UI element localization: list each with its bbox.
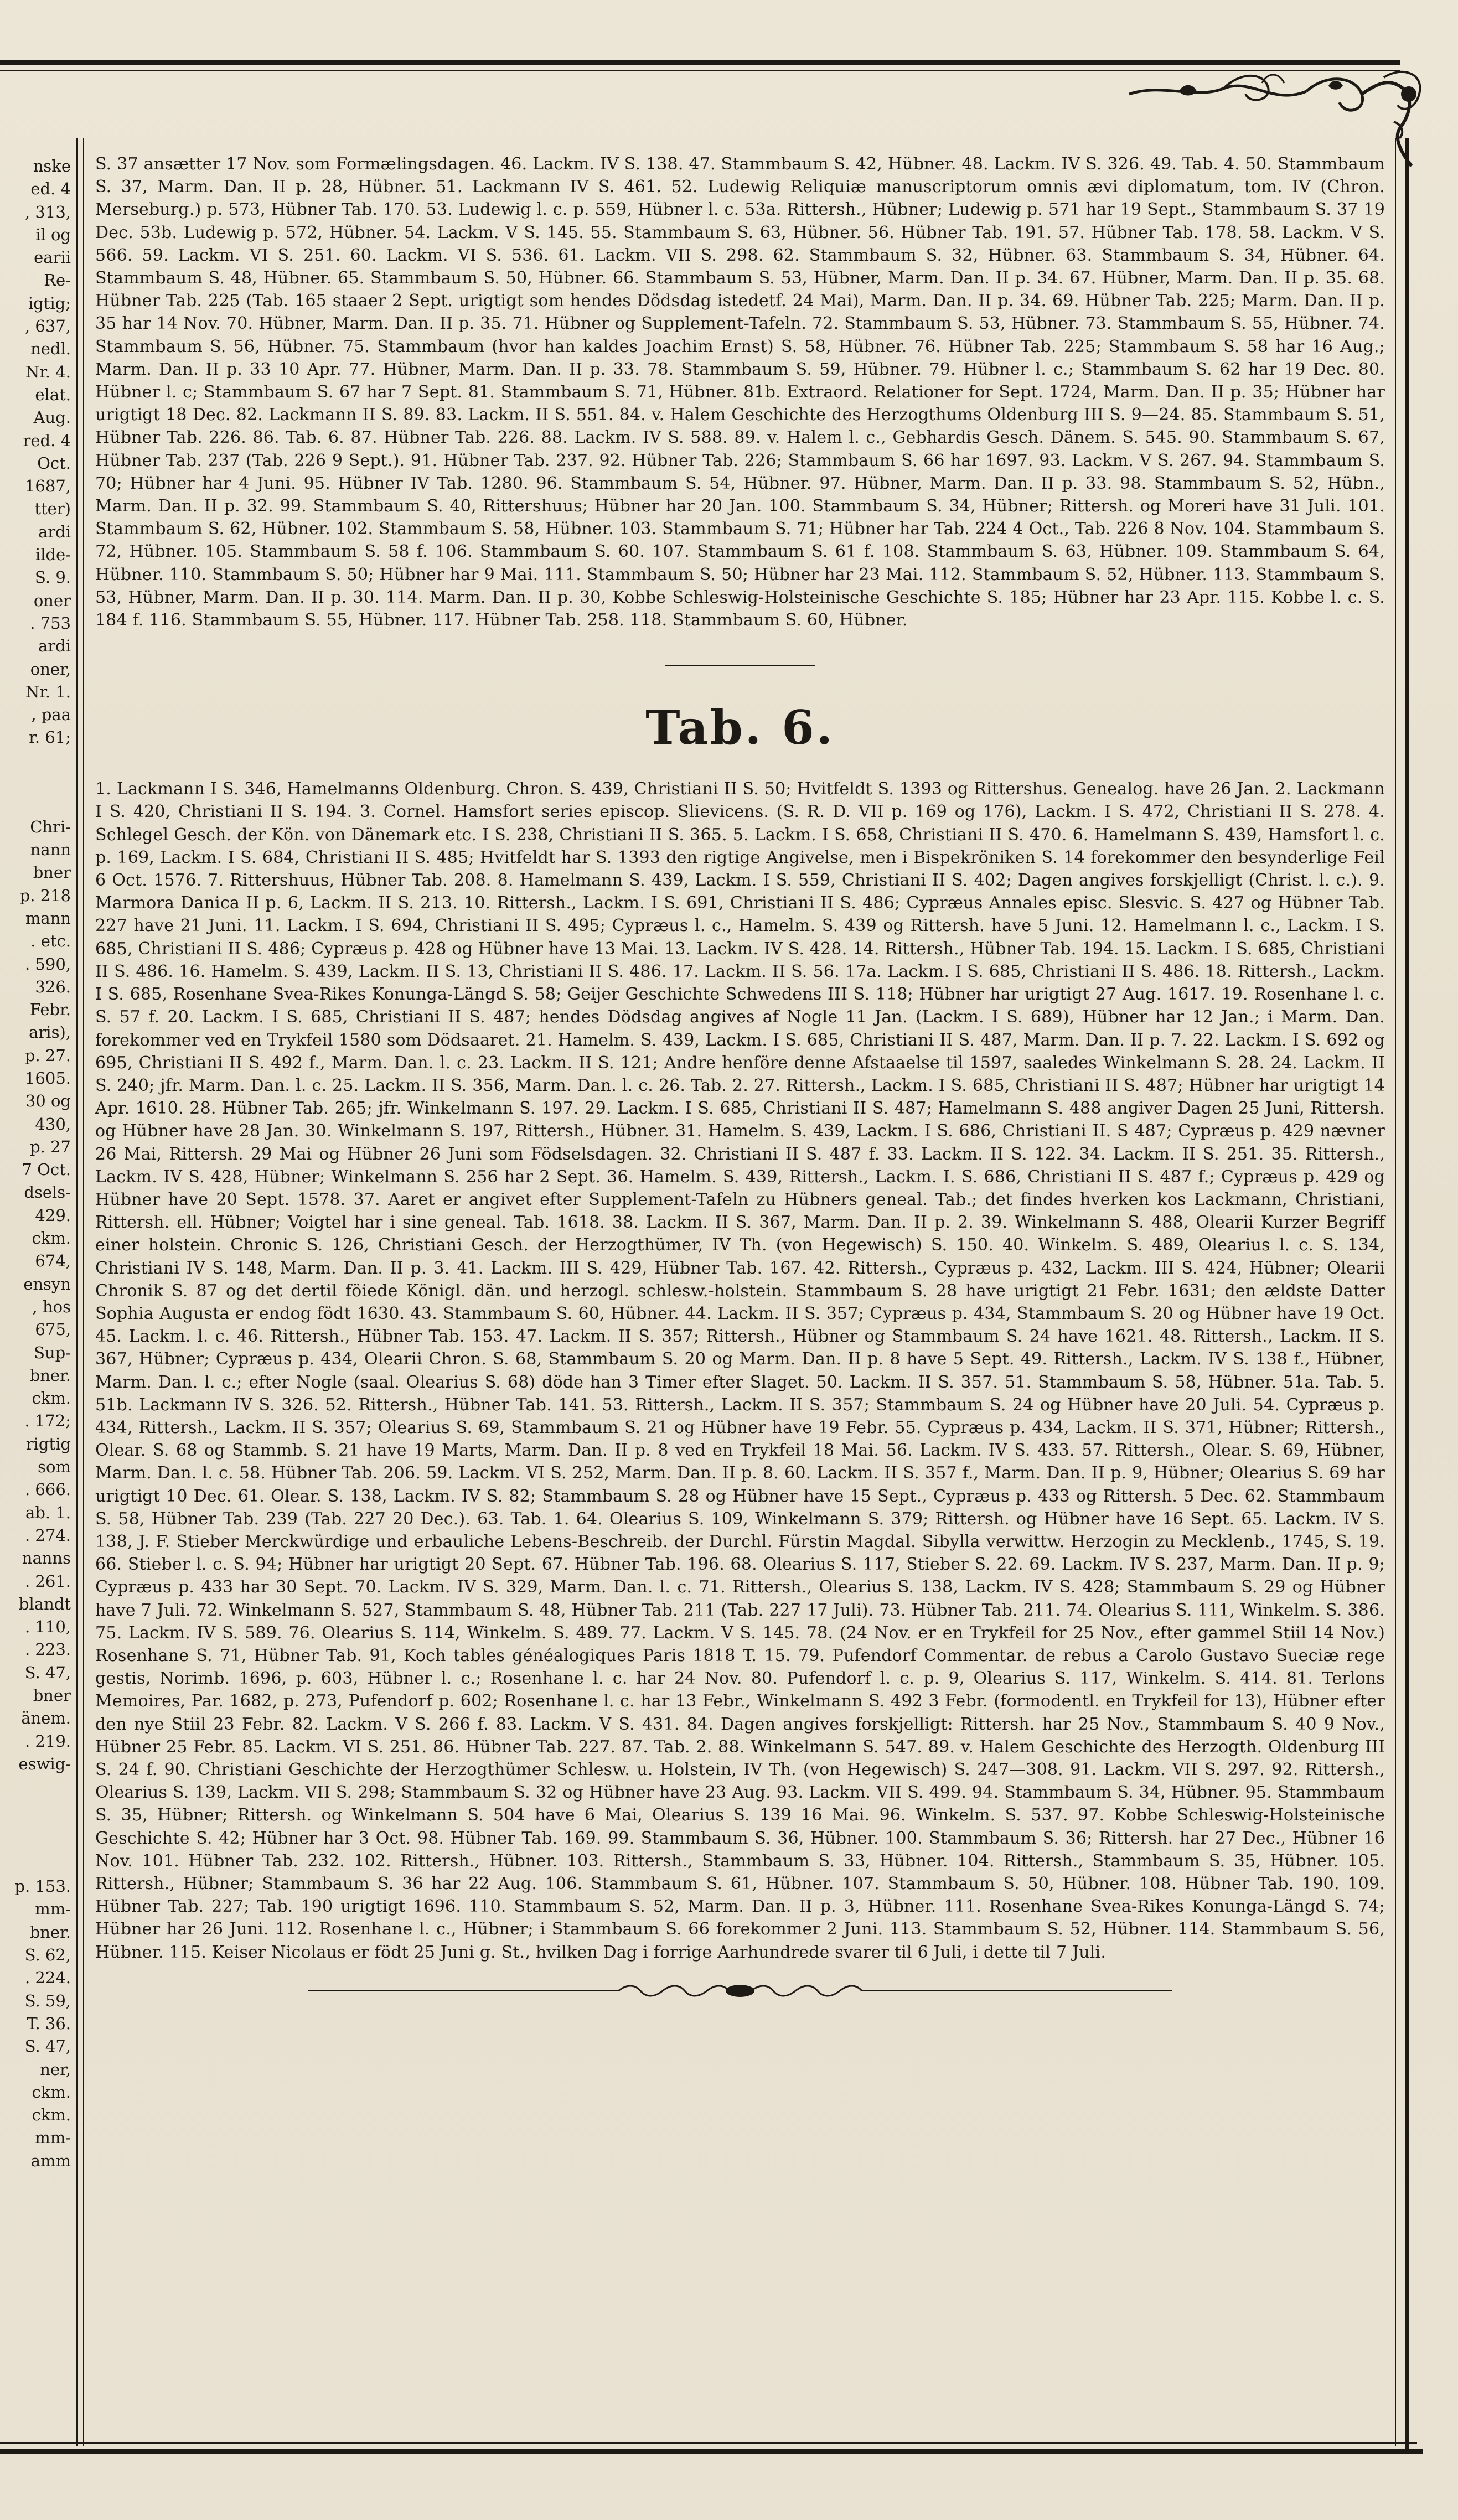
adjacent-column-line: . 590, bbox=[24, 954, 71, 974]
adjacent-column-line: ckm. bbox=[32, 1229, 71, 1248]
column-divider-inner bbox=[83, 138, 84, 2446]
adjacent-column-line: p. 153. bbox=[14, 1877, 71, 1896]
adjacent-column-line: bner. bbox=[29, 1922, 71, 1942]
adjacent-column-line: 675, bbox=[35, 1320, 71, 1339]
adjacent-column-line: T. 36. bbox=[27, 2014, 71, 2033]
adjacent-column-line: rigtig bbox=[25, 1434, 71, 1453]
adjacent-column-line: oner, bbox=[30, 659, 71, 679]
adjacent-column-line: igtig; bbox=[28, 293, 71, 313]
adjacent-column-line: S. 47, bbox=[24, 1663, 71, 1682]
adjacent-column-line: , hos bbox=[32, 1297, 71, 1316]
adjacent-column-line: Febr. bbox=[29, 1000, 71, 1020]
adjacent-column-line: ckm. bbox=[32, 2082, 71, 2102]
adjacent-column-line: mann bbox=[25, 908, 71, 928]
adjacent-column-line: amm bbox=[30, 2151, 71, 2170]
adjacent-column-line: ed. 4 bbox=[30, 179, 71, 199]
adjacent-column-line: 674, bbox=[35, 1251, 71, 1271]
adjacent-column-line: 7 Oct. bbox=[22, 1160, 71, 1179]
end-ornament-icon bbox=[308, 1983, 1172, 1999]
adjacent-column-line: il og bbox=[35, 225, 71, 244]
adjacent-column-line: p. 218 bbox=[19, 886, 71, 905]
adjacent-column-line: bner bbox=[33, 863, 71, 882]
adjacent-column-line: S. 62, bbox=[24, 1945, 71, 1965]
adjacent-column-line: bner. bbox=[29, 1365, 71, 1385]
adjacent-column-line: ardi bbox=[38, 522, 71, 541]
adjacent-column-line: . etc. bbox=[30, 932, 71, 951]
adjacent-column-line: p. 27 bbox=[30, 1137, 71, 1156]
adjacent-column-line: , 637, bbox=[24, 317, 71, 336]
notes-continued-text: S. 37 ansætter 17 Nov. som Formælingsdagen. 46. Lackm. IV S. 138. 47. Stammbaum S. 42, Hübner. 48. Lackm. IV S. 326. 49. Tab. 4. 50. Stammbaum S. 37, Marm. Dan. II p. 28, Hübner. 51. Lackmann IV S. 461. 52. Ludewig Reliquiæ manuscriptorum omnis ævi diplomatum, tom. IV (Chron. Merseburg.) p. 573, Hübner Tab. 170. 53. Ludewig l. c. p. 559, Hübner l. c. 53a. Rittersh., Hübner; Ludewig p. 571 har 19 Sept., Stammbaum S. 37 19 Dec. 53b. Ludewig p. 572, Hübner. 54. Lackm. V S. 145. 55. Stammbaum S. 63, Hübner. 56. Hübner Tab. 191. 57. Hübner Tab. 178. 58. Lackm. V S. 566. 59. Lackm. VI S. 251. 60. Lackm. VI S. 536. 61. Lackm. VII S. 298. 62. Stammbaum S. 32, Hübner. 63. Stammbaum S. 34, Hübner. 64. Stammbaum S. 48, Hübner. 65. Stammbaum S. 50, Hübner. 66. Stammbaum S. 53, Hübner, Marm. Dan. II p. 34. 67. Hübner, Marm. Dan. II p. 35. 68. Hübner Tab. 225 (Tab. 165 staaer 2 Sept. urigtigt som hendes Dödsdag istedetf. 24 Mai), Marm. Dan. II p. 34. 69. Hübner Tab. 225; Marm. Dan. II p. 35 har 14 Nov. 70. Hübner, Marm. Dan. II p. 35. 71. Hübner og Supplement-Tafeln. 72. Stammbaum S. 53, Hübner. 73. Stammbaum S. 55, Hübner. 74. Stammbaum S. 56, Hübner. 75. Stammbaum (hvor han kaldes Joachim Ernst) S. 58, Hübner. 76. Hübner Tab. 225; Stammbaum S. 58 har 16 Aug.; Marm. Dan. II p. 33 10 Apr. 77. Hübner, Marm. Dan. II p. 33. 78. Stammbaum S. 59, Hübner. 79. Hübner l. c.; Stammbaum S. 62 har 19 Dec. 80. Hübner l. c; Stammbaum S. 67 har 7 Sept. 81. Stammbaum S. 71, Hübner. 81b. Extraord. Relationer for Sept. 1724, Marm. Dan. II p. 35; Hübner har urigtigt 18 Dec. 82. Lackmann II S. 89. 83. Lackm. II S. 551. 84. v. Halem Geschichte des Herzogthums Oldenburg III S. 9—24. 85. Stammbaum S. 51, Hübner Tab. 226. 86. Tab. 6. 87. Hübner Tab. 226. 88. Lackm. IV S. 588. 89. v. Halem l. c., Gebhardis Gesch. Dänem. S. 545. 90. Stammbaum S. 67, Hübner Tab. 237 (Tab. 226 9 Sept.). 91. Hübner Tab. 237. 92. Hübner Tab. 226; Stammbaum S. 66 har 1697. 93. Lackm. V S. 267. 94. Stammbaum S. 70; Hübner har 4 Juni. 95. Hübner IV Tab. 1280. 96. Stammbaum S. 54, Hübner. 97. Hübner, Marm. Dan. II p. 33. 98. Stammbaum S. 52, Hübn., Marm. Dan. II p. 32. 99. Stammbaum S. 40, Rittershuus; Hübner har 20 Jan. 100. Stammbaum S. 34, Hübner; Rittersh. og Moreri have 31 Juli. 101. Stammbaum S. 62, Hübner. 102. Stammbaum S. 58, Hübner. 103. Stammbaum S. 71; Hübner har Tab. 224 4 Oct., Tab. 226 8 Nov. 104. Stammbaum S. 72, Hübner. 105. Stammbaum S. 58 f. 106. Stammbaum S. 60. 107. Stammbaum S. 61 f. 108. Stammbaum S. 63, Hübner. 109. Stammbaum S. 64, Hübner. 110. Stammbaum S. 50; Hübner har 9 Mai. 111. Stammbaum S. 50; Hübner har 23 Mai. 112. Stammbaum S. 52, Hübner. 113. Stammbaum S. 53, Hübner, Marm. Dan. II p. 30. 114. Marm. Dan. II p. 30, Kobbe Schleswig-Holsteinische Geschichte S. 185; Hübner har 23 Apr. 115. Kobbe l. c. S. 184 f. 116. Stammbaum S. 55, Hübner. 117. Hübner Tab. 258. 118. Stammbaum S. 60, Hübner. bbox=[95, 154, 1385, 630]
adjacent-column-line: ckm. bbox=[32, 1389, 71, 1408]
adjacent-column-line: änem. bbox=[21, 1709, 71, 1728]
adjacent-column-line: S. 47, bbox=[24, 2037, 71, 2056]
adjacent-column-line: nedl. bbox=[30, 339, 71, 359]
adjacent-column-line: ardi bbox=[38, 637, 71, 656]
adjacent-column-line: r. 61; bbox=[29, 728, 71, 747]
adjacent-column-line: . 753 bbox=[30, 613, 71, 633]
adjacent-column-segment-3 bbox=[0, 1875, 71, 2172]
adjacent-column-line: Chri- bbox=[30, 817, 71, 836]
adjacent-column-line: red. 4 bbox=[23, 431, 71, 450]
adjacent-column-line: dsels- bbox=[24, 1183, 71, 1202]
bottom-border-thick bbox=[0, 2449, 1423, 2454]
tab6-notes-text: 1. Lackmann I S. 346, Hamelmanns Oldenburg. Chron. S. 439, Christiani II S. 50; Hvitfeldt S. 1393 og Rittershus. Genealog. have 26 Jan. 2. Lackmann I S. 420, Christiani II S. 194. 3. Cornel. Hamsfort series episcop. Slievicens. (S. R. D. VII p. 169 og 176), Lackm. I S. 472, Christiani II S. 278. 4. Schlegel Gesch. der Kön. von Dänemark etc. I S. 238, Christiani II S. 365. 5. Lackm. I S. 658, Christiani II S. 470. 6. Hamelmann S. 439, Hamsfort l. c. p. 169, Lackm. I S. 684, Christiani II S. 485; Hvitfeldt har S. 1393 den rigtige Angivelse, men i Bispekröniken S. 14 forekommer den besynderlige Feil 6 Oct. 1576. 7. Rittershuus, Hübner Tab. 208. 8. Hamelmann S. 439, Lackm. I S. 559, Christiani II S. 402; Dagen angives forskjelligt (Christ. l. c.). 9. Marmora Danica II p. 6, Lackm. II S. 213. 10. Rittersh., Lackm. I S. 691, Christiani II S. 486; Cypræus Annales episc. Slesvic. S. 427 og Hübner Tab. 227 have 21 Juni. 11. Lackm. I S. 694, Christiani II S. 495; Cypræus l. c., Hamelm. S. 439 og Rittersh. have 5 Juni. 12. Hamelmann l. c., Lackm. I S. 685, Christiani II S. 486; Cypræus p. 428 og Hübner have 13 Mai. 13. Lackm. IV S. 428. 14. Rittersh., Hübner Tab. 194. 15. Lackm. I S. 685, Christiani II S. 486. 16. Hamelm. S. 439, Lackm. II S. 13, Christiani II S. 486. 17. Lackm. II S. 56. 17a. Lackm. I S. 685, Christiani II S. 486. 18. Rittersh., Lackm. I S. 685, Rosenhane Svea-Rikes Konunga-Längd S. 58; Geijer Geschichte Schwedens III S. 118; Hübner har urigtigt 27 Aug. 1617. 19. Rosenhane l. c. S. 57 f. 20. Lackm. I S. 685, Christiani II S. 487; hendes Dödsdag angives af Nogle 11 Jan. (Lackm. I S. 689), Hübner har 12 Jan.; i Marm. Dan. forekommer ved en Trykfeil 1580 som Dödsaaret. 21. Hamelm. S. 439, Lackm. I S. 685, Christiani II S. 487, Marm. Dan. II p. 7. 22. Lackm. I S. 692 og 695, Christiani II S. 492 f., Marm. Dan. l. c. 23. Lackm. II S. 121; Andre henföre denne Afstaaelse til 1597, saaledes Winkelmann S. 28. 24. Lackm. II S. 240; jfr. Marm. Dan. l. c. 25. Lackm. II S. 356, Marm. Dan. l. c. 26. Tab. 2. 27. Rittersh., Lackm. I S. 685, Christiani II S. 487; Hübner har urigtigt 14 Apr. 1610. 28. Hübner Tab. 265; jfr. Winkelmann S. 197. 29. Lackm. I S. 685, Christiani II S. 487; Hamelmann S. 488 angiver Dagen 25 Juni, Rittersh. og Hübner have 28 Jan. 30. Winkelmann S. 197, Rittersh., Hübner. 31. Hamelm. S. 439, Lackm. I S. 686, Christiani II. S 487; Cypræus p. 429 nævner 26 Mai, Rittersh. 29 Mai og Hübner 26 Juni som Födselsdagen. 32. Christiani II S. 487 f. 33. Lackm. II S. 122. 34. Lackm. II S. 251. 35. Rittersh., Lackm. IV S. 428, Hübner; Winkelmann S. 256 har 2 Sept. 36. Hamelm. S. 439, Rittersh., Lackm. I. S. 686, Christiani II S. 487 f.; Cypræus p. 429 og Hübner have 20 Sept. 1578. 37. Aaret er angivet efter Supplement-Tafeln zu Hübners geneal. Tab.; det findes hverken kos Lackmann, Christiani, Rittersh. ell. Hübner; Voigtel har i sine geneal. Tab. 1618. 38. Lackm. II S. 367, Marm. Dan. II p. 2. 39. Winkelmann S. 488, Olearii Kurzer Begriff einer holstein. Chronic S. 126, Christiani Gesch. der Herzogthümer, IV Th. (von Hegewisch) S. 150. 40. Winkelm. S. 489, Olearius l. c. S. 134, Christiani IV S. 148, Marm. Dan. II p. 3. 41. Lackm. III S. 429, Hübner Tab. 167. 42. Rittersh., Cypræus p. 432, Lackm. III S. 424, Hübner; Olearii Chronik S. 87 og det dertil föiede Königl. dän. und herzogl. schlesw.-holstein. Stammbaum S. 28 have urigtigt 21 Febr. 1631; den ældste Datter Sophia Augusta er endog födt 1630. 43. Stammbaum S. 60, Hübner. 44. Lackm. II S. 357; Cypræus p. 434, Stammbaum S. 20 og Hübner have 19 Oct. 45. Lackm. l. c. 46. Rittersh., Hübner Tab. 153. 47. Lackm. II S. 357; Rittersh., Hübner og Stammbaum S. 24 have 1621. 48. Rittersh., Lackm. II S. 367, Hübner; Cypræus p. 434, Olearii Chron. S. 68, Stammbaum S. 20 og Marm. Dan. II p. 8 have 5 Sept. 49. Rittersh., Lackm. IV S. 138 f., Hübner, Marm. Dan. l. c.; efter Nogle (saal. Olearius S. 68) döde han 3 Timer efter Slaget. 50. Lackm. II S. 357. 51. Stammbaum S. 58, Hübner. 51a. Tab. 5. 51b. Lackmann IV S. 326. 52. Rittersh., Hübner Tab. 141. 53. Rittersh., Lackm. II S. 357; Stammbaum S. 24 og Hübner have 20 Juli. 54. Cypræus p. 434, Rittersh., Lackm. II S. 357; Olearius S. 69, Stammbaum S. 21 og Hübner have 19 Febr. 55. Cypræus p. 434, Lackm. II S. 371, Hübner; Rittersh., Olear. S. 68 og Stammb. S. 21 have 19 Marts, Marm. Dan. II p. 8 ved en Trykfeil 18 Mai. 56. Lackm. IV S. 433. 57. Rittersh., Olear. S. 69, Hübner, Marm. Dan. l. c. 58. Hübner Tab. 206. 59. Lackm. VI S. 252, Marm. Dan. II p. 8. 60. Lackm. II S. 357 f., Marm. Dan. II p. 9, Hübner; Olearius S. 69 har urigtigt 10 Dec. 61. Olear. S. 138, Lackm. IV S. 82; Stammbaum S. 28 og Hübner have 15 Sept., Cypræus p. 433 og Rittersh. 5 Dec. 62. Stammbaum S. 58, Hübner Tab. 239 (Tab. 227 20 Dec.). 63. Tab. 1. 64. Olearius S. 109, Winkelmann S. 379; Rittersh. og Hübner have 16 Sept. 65. Lackm. IV S. 138, J. F. Stieber Merckwürdige und erbauliche Lebens-Beschreib. der Durchl. Fürstin Magdal. Sibylla verwittw. Herzogin zu Mecklenb., 1745, S. 19. 66. Stieber l. c. S. 94; Hübner har urigtigt 20 Sept. 67. Hübner Tab. 196. 68. Olearius S. 117, Stieber S. 22. 69. Lackm. IV S. 237, Marm. Dan. II p. 9; Cypræus p. 433 har 30 Sept. 70. Lackm. IV S. 329, Marm. Dan. l. c. 71. Rittersh., Olearius S. 138, Lackm. IV S. 428; Stammbaum S. 29 og Hübner have 7 Juli. 72. Winkelmann S. 527, Stammbaum S. 48, Hübner Tab. 211 (Tab. 227 17 Juli). 73. Hübner Tab. 211. 74. Olearius S. 111, Winkelm. S. 386. 75. Lackm. IV S. 589. 76. Olearius S. 114, Winkelm. S. 489. 77. Lackm. V S. 145. 78. (24 Nov. er en Trykfeil for 25 Nov., efter gammel Stiil 14 Nov.) Rosenhane S. 71, Hübner Tab. 91, Koch tables généalogiques Paris 1818 T. 15. 79. Pufendorf Commentar. de rebus a Carolo Gustavo Sueciæ rege gestis, Norimb. 1696, p. 603, Hübner l. c.; Rosenhane l. c. har 24 Nov. 80. Pufendorf l. c. p. 9, Olearius S. 117, Winkelm. S. 414. 81. Terlons Memoires, Par. 1682, p. 273, Pufendorf p. 602; Rosenhane l. c. har 13 Febr., Winkelmann S. 492 3 Febr. (formodentl. en Trykfeil for 13), Hübner efter den nye Stiil 23 Febr. 82. Lackm. V S. 266 f. 83. Lackm. V S. 431. 84. Dagen angives forskjelligt: Rittersh. har 25 Nov., Stammbaum S. 40 9 Nov., Hübner 25 Febr. 85. Lackm. VI S. 251. 86. Hübner Tab. 227. 87. Tab. 2. 88. Winkelmann S. 547. 89. v. Halem Geschichte des Herzogth. Oldenburg III S. 24 f. 90. Christiani Geschichte der Herzogthümer Schlesw. u. Holstein, IV Th. (von Hegewisch) S. 247—308. 91. Lackm. VII S. 297. 92. Rittersh., Olearius S. 139, Lackm. VII S. 298; Stammbaum S. 32 og Hübner have 23 Aug. 93. Lackm. VII S. 499. 94. Stammbaum S. 34, Hübner. 95. Stammbaum S. 35, Hübner; Rittersh. og Winkelmann S. 504 have 6 Mai, Olearius S. 139 16 Mai. 96. Winkelm. S. 537. 97. Kobbe Schleswig-Holsteinische Geschichte S. 42; Hübner har 3 Oct. 98. Hübner Tab. 169. 99. Stammbaum S. 36, Hübner. 100. Stammbaum S. 36; Rittersh. har 27 Dec., Hübner 16 Nov. 101. Hübner Tab. 232. 102. Rittersh., Hübner. 103. Rittersh., Stammbaum S. 33, Hübner. 104. Rittersh., Stammbaum S. 35, Hübner. 105. Rittersh., Hübner; Stammbaum S. 36 har 22 Aug. 106. Stammbaum S. 61, Hübner. 107. Stammbaum S. 50, Hübner. 108. Hübner Tab. 190. 109. Hübner Tab. 227; Tab. 190 urigtigt 1696. 110. Stammbaum S. 52, Marm. Dan. II p. 3, Hübner. 111. Rosenhane Svea-Rikes Konunga-Längd S. 74; Hübner har 26 Juni. 112. Rosenhane l. c., Hübner; i Stammbaum S. 66 forekommer 2 Juni. 113. Stammbaum S. 52, Hübner. 114. Stammbaum S. 56, Hübner. 115. Keiser Nicolaus er födt 25 Juni g. St., hvilken Dag i forrige Aarhundrede svarer til 6 Juli, i dette til 7 Juli. bbox=[95, 779, 1385, 1962]
right-border-thick bbox=[1405, 138, 1409, 2452]
adjacent-column-line: mm- bbox=[35, 2128, 71, 2148]
adjacent-column-line: elat. bbox=[35, 385, 71, 404]
main-content bbox=[95, 153, 1385, 1999]
adjacent-column-line: . 223. bbox=[24, 1640, 71, 1659]
adjacent-column-line: Re- bbox=[44, 271, 71, 290]
adjacent-column-line: nske bbox=[33, 157, 71, 175]
adjacent-column-line: 429. bbox=[35, 1205, 71, 1225]
adjacent-column-line: , paa bbox=[31, 705, 71, 725]
column-divider bbox=[76, 138, 78, 2446]
adjacent-column-line: 1687, bbox=[24, 477, 71, 496]
adjacent-column-line: nanns bbox=[22, 1549, 71, 1568]
adjacent-column-line: aris), bbox=[29, 1023, 71, 1042]
adjacent-column-line: ab. 1. bbox=[25, 1503, 71, 1522]
adjacent-column-line: Nr. 4. bbox=[25, 362, 71, 381]
notes-continued-block bbox=[95, 153, 1385, 632]
adjacent-column-line: Nr. 1. bbox=[25, 682, 71, 701]
adjacent-column-line: , 313, bbox=[24, 202, 71, 221]
adjacent-column-line: mm- bbox=[35, 1900, 71, 1919]
adjacent-column-line: . 666. bbox=[24, 1480, 71, 1499]
adjacent-column-line: ner, bbox=[40, 2060, 71, 2079]
adjacent-column-line: . 172; bbox=[24, 1411, 71, 1431]
adjacent-column-line: . 274. bbox=[24, 1525, 71, 1545]
adjacent-column-line: . 224. bbox=[24, 1968, 71, 1988]
adjacent-column-line: ensyn bbox=[23, 1274, 71, 1293]
adjacent-column-line: ilde- bbox=[35, 545, 71, 565]
adjacent-column-line: 1605. bbox=[24, 1068, 71, 1088]
adjacent-column-line: eswig- bbox=[18, 1754, 71, 1773]
tab6-notes-block bbox=[95, 778, 1385, 1964]
adjacent-column-line: ckm. bbox=[32, 2105, 71, 2125]
adjacent-column-line: som bbox=[38, 1457, 71, 1477]
adjacent-column-line: 430, bbox=[35, 1114, 71, 1134]
adjacent-column-line: 326. bbox=[35, 977, 71, 996]
adjacent-column-line: oner bbox=[33, 591, 71, 610]
adjacent-column-line: 30 og bbox=[25, 1091, 71, 1111]
adjacent-column-line: blandt bbox=[18, 1594, 71, 1613]
right-border-thin bbox=[1395, 138, 1396, 2446]
adjacent-column-line: Oct. bbox=[37, 453, 71, 473]
adjacent-column-line: Aug. bbox=[33, 408, 71, 427]
adjacent-column-line: nann bbox=[30, 840, 71, 860]
adjacent-column-line: . 110, bbox=[24, 1617, 71, 1637]
adjacent-column-line: . 219. bbox=[24, 1731, 71, 1751]
adjacent-column-line: bner bbox=[33, 1686, 71, 1705]
adjacent-column-line: . 261. bbox=[24, 1571, 71, 1591]
bottom-border-thin bbox=[0, 2442, 1417, 2444]
adjacent-column-line: p. 27. bbox=[24, 1046, 71, 1065]
adjacent-column-line: S. 59, bbox=[24, 1991, 71, 2010]
adjacent-column-line: S. 9. bbox=[35, 568, 71, 587]
section-heading: Tab. 6. bbox=[645, 700, 835, 756]
adjacent-page-column bbox=[0, 155, 71, 2172]
adjacent-column-segment-2 bbox=[0, 816, 71, 1776]
adjacent-column-segment-1 bbox=[0, 155, 71, 749]
adjacent-column-line: Sup- bbox=[34, 1343, 71, 1362]
adjacent-column-line: tter) bbox=[34, 499, 71, 519]
section-divider bbox=[665, 665, 815, 666]
adjacent-column-line: earii bbox=[34, 248, 71, 267]
